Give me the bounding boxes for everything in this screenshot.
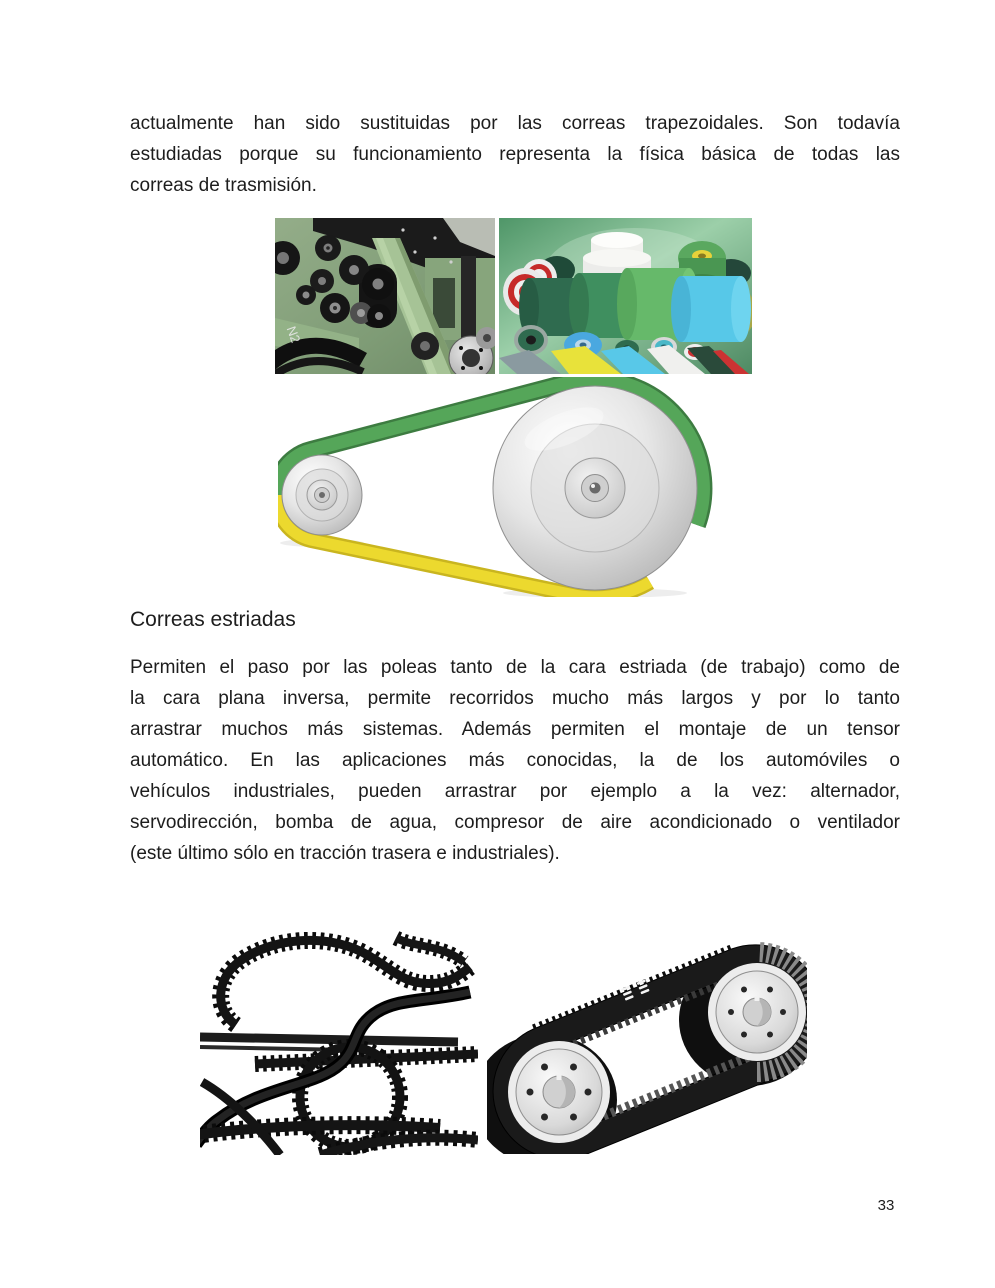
text-line: Permiten el paso por las poleas tanto de la cara estriada (de trabajo) como de	[130, 657, 900, 678]
paragraph-1	[130, 108, 900, 201]
text-line: estudiadas porque su funcionamiento representa la física básica de todas las	[130, 144, 900, 165]
text-line: correas de trasmisión.	[130, 175, 317, 196]
flat-belt-machine-photo	[275, 218, 495, 374]
text-line: arrastrar muchos más sistemas. Además permiten el montaje de un tensor	[130, 719, 900, 740]
page-number: 33	[877, 1197, 895, 1214]
text-line: actualmente han sido sustituidas por las correas trapezoidales. Son todavía	[130, 113, 900, 134]
paragraph-2	[130, 652, 900, 869]
belt-rolls-photo	[499, 218, 752, 374]
text-line: (este último sólo en tracción trasera e industriales).	[130, 843, 560, 864]
ribbed-belts-photo	[200, 930, 478, 1155]
machine-painted-label: N2	[283, 324, 304, 345]
text-line: automático. En las aplicaciones más conocidas, la de los automóviles o	[130, 750, 900, 771]
timing-belt-drive-photo	[487, 932, 807, 1154]
text-line: vehículos industriales, pueden arrastrar por ejemplo a la vez: alternador,	[130, 781, 900, 802]
heading-correas-estriadas: Correas estriadas	[130, 608, 296, 631]
belt-pulleys-photo	[278, 377, 730, 597]
text-line: la cara plana inversa, permite recorridos mucho más largos y por lo tanto	[130, 688, 900, 709]
text-line: servodirección, bomba de agua, compresor de aire acondicionado o ventilador	[130, 812, 900, 833]
